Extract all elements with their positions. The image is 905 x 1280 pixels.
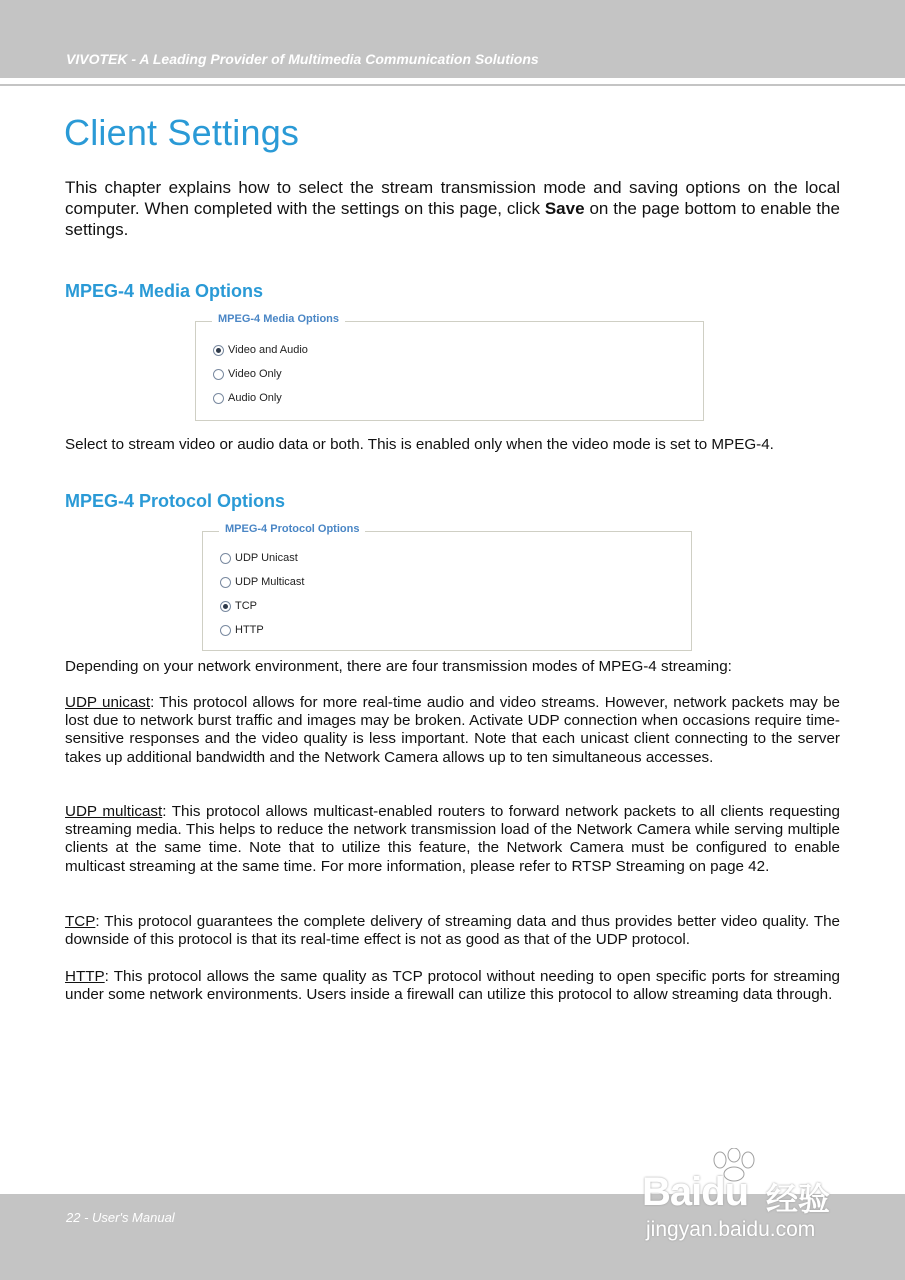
mode-tcp <box>65 913 840 949</box>
mode-term: HTTP <box>65 968 105 985</box>
intro-text-before: This chapter explains how to select the stream transmission mode and saving options on the local computer. When completed with the settings on this page, click <box>65 178 840 218</box>
protocol-option-tcp[interactable] <box>220 600 257 612</box>
media-option-audio-only[interactable] <box>213 392 282 404</box>
media-options-description: Select to stream video or audio data or both. This is enabled only when the video mode is set to MPEG-4. <box>65 436 774 453</box>
protocol-option-udp-unicast[interactable] <box>220 552 298 564</box>
protocol-options-legend: MPEG-4 Protocol Options <box>219 523 365 535</box>
header-text: VIVOTEK - A Leading Provider of Multimedia Communication Solutions <box>66 51 539 67</box>
protocol-options-heading: MPEG-4 Protocol Options <box>65 491 286 511</box>
radio-unchecked-icon[interactable] <box>220 625 231 636</box>
mode-term: TCP <box>65 913 96 930</box>
media-option-video-and-audio[interactable] <box>213 344 308 356</box>
footer-page-label: 22 - User's Manual <box>66 1210 175 1225</box>
watermark-url: jingyan.baidu.com <box>646 1218 816 1241</box>
media-options-fieldset <box>195 313 704 421</box>
mode-udp-multicast <box>65 803 840 876</box>
mode-text: : This protocol guarantees the complete delivery of streaming data and thus provides better video quality. The downside of this protocol is that its real-time effect is not as good as that of the UDP protocol. <box>65 913 840 949</box>
page-title: Client Settings <box>64 112 300 153</box>
protocol-option-label: UDP Unicast <box>235 552 298 564</box>
header-divider <box>0 84 905 86</box>
mode-term: UDP unicast <box>65 694 151 711</box>
mode-http <box>65 968 840 1004</box>
radio-unchecked-icon[interactable] <box>213 369 224 380</box>
baidu-watermark <box>642 1148 862 1248</box>
media-option-label: Audio Only <box>228 392 282 404</box>
mode-udp-unicast <box>65 694 840 767</box>
radio-unchecked-icon[interactable] <box>220 577 231 588</box>
media-options-legend: MPEG-4 Media Options <box>212 313 345 325</box>
watermark-brand: Baidu <box>642 1170 749 1214</box>
protocol-option-label: UDP Multicast <box>235 576 305 588</box>
intro-save-bold: Save <box>544 199 585 218</box>
mode-text: : This protocol allows for more real-time audio and video streams. However, network packets may be lost due to network burst traffic and images may be broken. Activate UDP connection when occasions require time-sensitive responses and the video quality is less important. Note that each unicast client connecting to the server takes up additional bandwidth and the Network Camera allows up to ten simultaneous accesses. <box>65 694 840 766</box>
watermark-cn: 经验 <box>766 1181 831 1217</box>
media-option-label: Video Only <box>228 368 282 380</box>
radio-unchecked-icon[interactable] <box>213 393 224 404</box>
media-options-heading: MPEG-4 Media Options <box>65 281 264 301</box>
protocol-option-http[interactable] <box>220 624 264 636</box>
protocol-options-fieldset <box>202 523 692 651</box>
radio-checked-icon[interactable] <box>220 601 231 612</box>
radio-unchecked-icon[interactable] <box>220 553 231 564</box>
protocol-option-label: HTTP <box>235 624 264 636</box>
protocol-option-udp-multicast[interactable] <box>220 576 304 588</box>
protocol-intro-text: Depending on your network environment, there are four transmission modes of MPEG-4 streaming: <box>65 658 732 675</box>
media-option-label: Video and Audio <box>228 344 308 356</box>
intro-paragraph <box>65 177 840 240</box>
media-option-video-only[interactable] <box>213 368 282 380</box>
mode-term: UDP multicast <box>65 803 163 820</box>
mode-text: : This protocol allows multicast-enabled routers to forward network packets to all clients requesting streaming media. This helps to reduce the network transmission load of the Network Camera while serving multiple clients at the same time. Note that to utilize this feature, the Network Camera must be configured to enable multicast streaming at the same time. For more information, please refer to RTSP Streaming on page 42. <box>65 803 840 875</box>
radio-checked-icon[interactable] <box>213 345 224 356</box>
protocol-option-label: TCP <box>235 600 257 612</box>
mode-text: : This protocol allows the same quality as TCP protocol without needing to open specific ports for streaming under some network environments. Users inside a firewall can utilize this protocol to allow streaming data through. <box>65 968 840 1004</box>
intro-text-after: on the page bottom to enable the settings. <box>65 199 840 239</box>
